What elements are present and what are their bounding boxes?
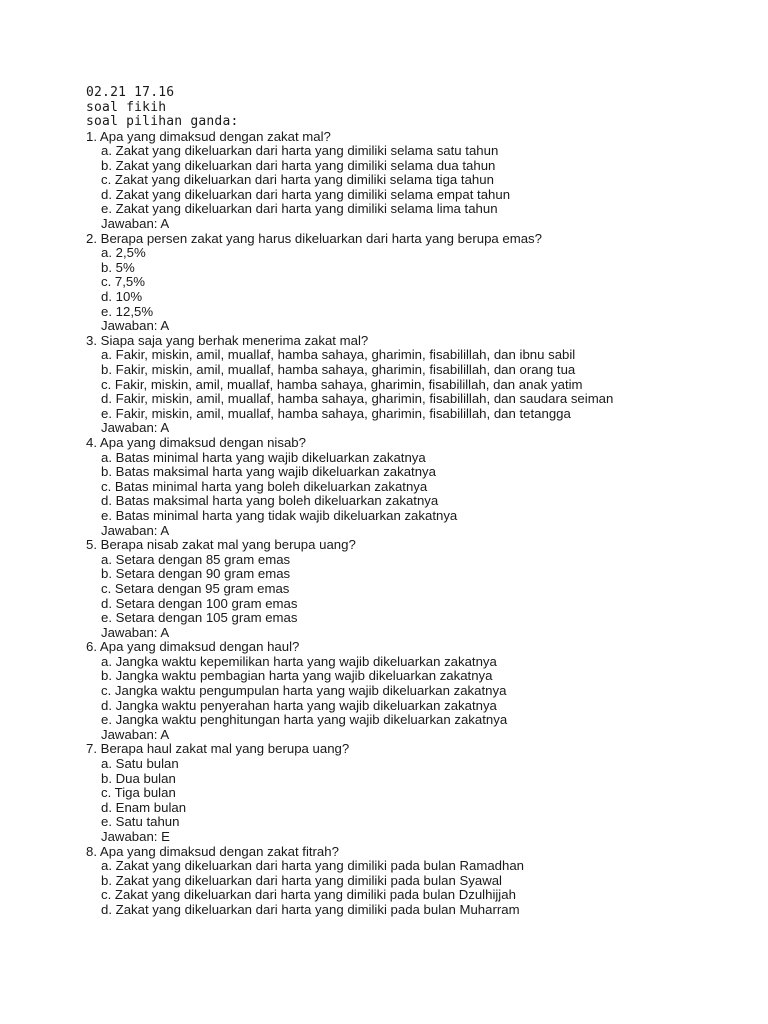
answer-option: c. Zakat yang dikeluarkan dari harta yang dimiliki selama tiga tahun bbox=[101, 172, 494, 188]
question-item bbox=[86, 130, 748, 232]
question-text: 1. Apa yang dimaksud dengan zakat mal? bbox=[86, 128, 331, 144]
answer-option: b. Fakir, miskin, amil, muallaf, hamba sahaya, gharimin, fisabilillah, dan orang tua bbox=[101, 362, 576, 377]
question-text: 2. Berapa persen zakat yang harus dikeluarkan dari harta yang berupa emas? bbox=[86, 230, 542, 246]
answer-option: a. Jangka waktu kepemilikan harta yang wajib dikeluarkan zakatnya bbox=[101, 653, 497, 669]
answer-option: c. Setara dengan 95 gram emas bbox=[101, 580, 290, 596]
answer-option: d. Zakat yang dikeluarkan dari harta yang dimiliki selama empat tahun bbox=[101, 186, 511, 202]
answer-option: d. Batas maksimal harta yang boleh dikeluarkan zakatnya bbox=[101, 493, 439, 509]
answer-option: b. Dua bulan bbox=[101, 770, 176, 786]
answer-key: Jawaban: A bbox=[101, 318, 170, 334]
question-item bbox=[86, 845, 748, 918]
answer-key: Jawaban: A bbox=[101, 522, 170, 538]
answer-option: d. 10% bbox=[101, 289, 143, 305]
question-text: 4. Apa yang dimaksud dengan nisab? bbox=[86, 434, 306, 450]
answer-option: b. Zakat yang dikeluarkan dari harta yang dimiliki pada bulan Syawal bbox=[101, 872, 502, 888]
answer-option: e. Satu tahun bbox=[101, 814, 180, 830]
answer-option: e. 12,5% bbox=[101, 303, 154, 319]
question-text: 3. Siapa saja yang berhak menerima zakat mal? bbox=[86, 332, 369, 348]
answer-option: b. Jangka waktu pembagian harta yang wajib dikeluarkan zakatnya bbox=[101, 668, 493, 684]
answer-option: d. Enam bulan bbox=[101, 799, 187, 815]
question-item bbox=[86, 538, 748, 640]
answer-option: b. Setara dengan 90 gram emas bbox=[101, 566, 291, 582]
document-page bbox=[86, 86, 748, 918]
answer-option: a. Satu bulan bbox=[101, 756, 179, 772]
question-item bbox=[86, 436, 748, 538]
answer-option: b. Zakat yang dikeluarkan dari harta yang dimiliki selama dua tahun bbox=[101, 157, 496, 173]
answer-key: Jawaban: A bbox=[101, 726, 170, 742]
question-item bbox=[86, 334, 748, 436]
answer-key: Jawaban: E bbox=[101, 829, 170, 844]
answer-option: e. Setara dengan 105 gram emas bbox=[101, 610, 298, 626]
answer-option: a. Fakir, miskin, amil, muallaf, hamba sahaya, gharimin, fisabilillah, dan ibnu sabil bbox=[101, 347, 576, 363]
answer-option: a. Batas minimal harta yang wajib dikeluarkan zakatnya bbox=[101, 449, 426, 465]
subject-title: soal fikih bbox=[86, 99, 167, 115]
question-item bbox=[86, 232, 748, 334]
answer-option: c. 7,5% bbox=[101, 274, 145, 290]
question-text: 5. Berapa nisab zakat mal yang berupa uang? bbox=[86, 537, 356, 553]
answer-option: b. Batas maksimal harta yang wajib dikeluarkan zakatnya bbox=[101, 464, 436, 480]
answer-option: c. Batas minimal harta yang boleh dikeluarkan zakatnya bbox=[101, 478, 428, 494]
answer-option: a. Zakat yang dikeluarkan dari harta yang dimiliki selama satu tahun bbox=[101, 143, 499, 159]
answer-option: e. Batas minimal harta yang tidak wajib dikeluarkan zakatnya bbox=[101, 507, 458, 523]
answer-option: c. Zakat yang dikeluarkan dari harta yang dimiliki pada bulan Dzulhijjah bbox=[101, 887, 516, 903]
answer-option: a. Setara dengan 85 gram emas bbox=[101, 551, 291, 567]
answer-option: d. Jangka waktu penyerahan harta yang wajib dikeluarkan zakatnya bbox=[101, 697, 497, 713]
answer-option: c. Fakir, miskin, amil, muallaf, hamba sahaya, gharimin, fisabilillah, dan anak yatim bbox=[101, 376, 583, 392]
question-text: 7. Berapa haul zakat mal yang berupa uang? bbox=[86, 741, 350, 757]
answer-option: d. Setara dengan 100 gram emas bbox=[101, 595, 298, 611]
question-item bbox=[86, 640, 748, 742]
answer-option: a. Zakat yang dikeluarkan dari harta yang dimiliki pada bulan Ramadhan bbox=[101, 858, 524, 874]
answer-option: e. Fakir, miskin, amil, muallaf, hamba sahaya, gharimin, fisabilillah, dan tetangga bbox=[101, 405, 571, 421]
question-text: 6. Apa yang dimaksud dengan haul? bbox=[86, 639, 300, 655]
answer-option: e. Zakat yang dikeluarkan dari harta yang dimiliki selama lima tahun bbox=[101, 201, 498, 217]
answer-option: e. Jangka waktu penghitungan harta yang wajib dikeluarkan zakatnya bbox=[101, 712, 508, 728]
answer-option: d. Zakat yang dikeluarkan dari harta yang dimiliki pada bulan Muharram bbox=[101, 901, 520, 917]
answer-key: Jawaban: A bbox=[101, 420, 170, 436]
question-text: 8. Apa yang dimaksud dengan zakat fitrah? bbox=[86, 843, 339, 859]
answer-option: a. 2,5% bbox=[101, 245, 146, 261]
timestamp: 02.21 17.16 bbox=[86, 85, 175, 100]
answer-option: b. 5% bbox=[101, 259, 135, 275]
question-list bbox=[86, 130, 748, 918]
question-item bbox=[86, 742, 748, 844]
answer-key: Jawaban: A bbox=[101, 216, 170, 232]
answer-option: d. Fakir, miskin, amil, muallaf, hamba sahaya, gharimin, fisabilillah, dan saudara seiman bbox=[101, 391, 614, 407]
answer-option: c. Jangka waktu pengumpulan harta yang wajib dikeluarkan zakatnya bbox=[101, 683, 507, 699]
answer-key: Jawaban: A bbox=[101, 624, 170, 640]
section-title: soal pilihan ganda: bbox=[86, 114, 239, 129]
answer-option: c. Tiga bulan bbox=[101, 785, 176, 801]
